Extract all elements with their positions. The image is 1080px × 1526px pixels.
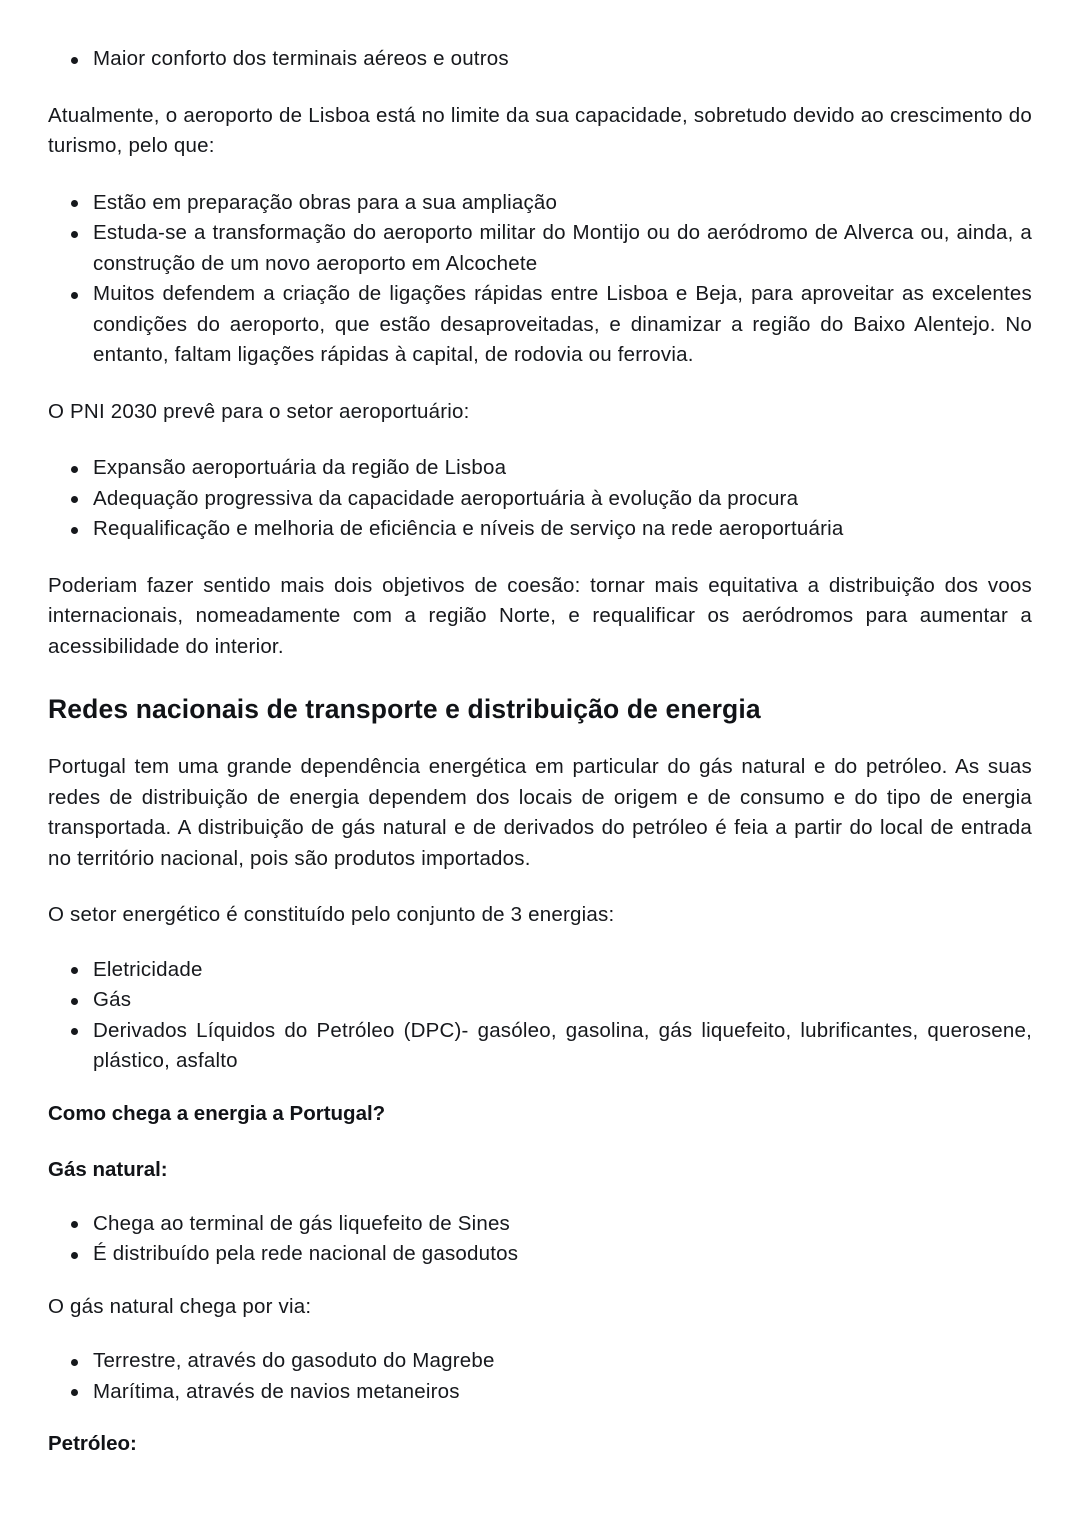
- bullet-list-pni-objectives: [48, 453, 1032, 545]
- paragraph-lisbon-capacity: Atualmente, o aeroporto de Lisboa está no limite da sua capacidade, sobretudo devido ao crescimento do turismo, pelo que:: [48, 103, 1032, 157]
- spacer: [48, 874, 1032, 900]
- bullet-list-natural-gas: [48, 1209, 1032, 1270]
- paragraph-gas-arrival-routes: O gás natural chega por via:: [48, 1294, 312, 1318]
- paragraph-cohesion-objectives: Poderiam fazer sentido mais dois objetivos de coesão: tornar mais equitativa a distribuição dos voos internacionais, nomeadamente com a região Norte, e requalificar os aeródromos para aumentar a acessibilidade do interior.: [48, 573, 1032, 658]
- subheading-petroleum: Petróleo:: [48, 1432, 137, 1455]
- list-item: Terrestre, através do gasoduto do Magrebe: [48, 1346, 1032, 1377]
- bullet-list-gas-routes: [48, 1346, 1032, 1407]
- spacer: [48, 427, 1032, 453]
- paragraph-energy-dependence: Portugal tem uma grande dependência energética em particular do gás natural e do petróleo. As suas redes de distribuição de energia dependem dos locais de origem e de consumo e do tipo de energia transportada. A distribuição de gás natural e de derivados do petróleo é feia a partir do local de entrada no território nacional, pois são produtos importados.: [48, 755, 1032, 870]
- list-item: Chega ao terminal de gás liquefeito de Sines: [48, 1209, 1032, 1240]
- list-item: Adequação progressiva da capacidade aeroportuária à evolução da procura: [48, 484, 1032, 515]
- list-item: É distribuído pela rede nacional de gasodutos: [48, 1239, 1032, 1270]
- spacer: [48, 1270, 1032, 1292]
- bullet-list-airport-benefits: [48, 44, 1032, 75]
- paragraph-three-energies: O setor energético é constituído pelo conjunto de 3 energias:: [48, 903, 615, 926]
- spacer: [48, 1322, 1032, 1346]
- spacer: [48, 545, 1032, 571]
- spacer: [48, 1407, 1032, 1429]
- spacer: [48, 1185, 1032, 1209]
- subheading-how-energy-arrives: Como chega a energia a Portugal?: [48, 1101, 386, 1125]
- list-item: Derivados Líquidos do Petróleo (DPC)- gasóleo, gasolina, gás liquefeito, lubrificantes, querosene, plástico, asfalto: [48, 1016, 1032, 1077]
- spacer: [48, 371, 1032, 397]
- spacer: [48, 1077, 1032, 1099]
- spacer: [48, 726, 1032, 752]
- spacer: [48, 662, 1032, 692]
- bullet-list-energy-types: [48, 955, 1032, 1077]
- list-item: Eletricidade: [48, 955, 1032, 986]
- spacer: [48, 162, 1032, 188]
- list-item: Muitos defendem a criação de ligações rápidas entre Lisboa e Beja, para aproveitar as excelentes condições do aeroporto, que estão desaproveitadas, e dinamizar a região do Baixo Alentejo. No entanto, faltam ligações rápidas à capital, de rodovia ou ferrovia.: [48, 279, 1032, 371]
- spacer: [48, 931, 1032, 955]
- list-item: Marítima, através de navios metaneiros: [48, 1377, 1032, 1408]
- paragraph-pni-2030: O PNI 2030 prevê para o setor aeroportuário:: [48, 399, 470, 423]
- bullet-list-lisbon-airport-actions: [48, 188, 1032, 371]
- list-item: Maior conforto dos terminais aéreos e outros: [48, 44, 1032, 75]
- spacer: [48, 75, 1032, 101]
- list-item: Requalificação e melhoria de eficiência e níveis de serviço na rede aeroportuária: [48, 514, 1032, 545]
- spacer: [48, 1129, 1032, 1155]
- list-item: Gás: [48, 985, 1032, 1016]
- list-item: Estuda-se a transformação do aeroporto militar do Montijo ou do aeródromo de Alverca ou, ainda, a construção de um novo aeroporto em Alcochete: [48, 218, 1032, 279]
- list-item: Expansão aeroportuária da região de Lisboa: [48, 453, 1032, 484]
- page-title: Redes nacionais de transporte e distribuição de energia: [48, 694, 761, 724]
- list-item: Estão em preparação obras para a sua ampliação: [48, 188, 1032, 219]
- subheading-natural-gas: Gás natural:: [48, 1157, 168, 1181]
